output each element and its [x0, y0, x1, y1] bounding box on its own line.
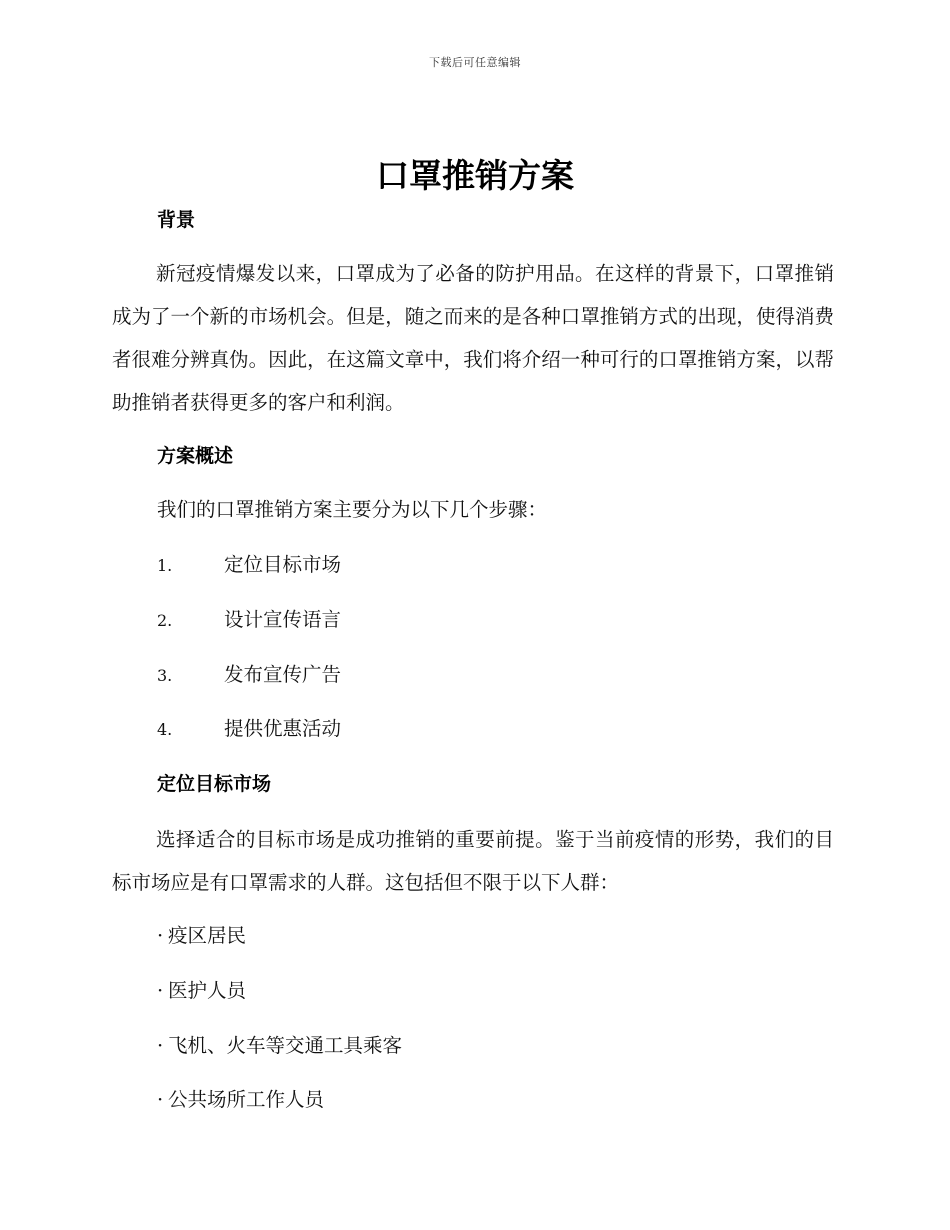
step-text: 设计宣传语言 [224, 608, 342, 631]
page-header-note: 下载后可任意编辑 [429, 56, 521, 69]
list-item [157, 716, 341, 742]
background-paragraph: 新冠疫情爆发以来，口罩成为了必备的防护用品。在这样的背景下，口罩推销成为了一个新的市场机会。但是，随之而来的是各种口罩推销方式的出现，使得消费者很难分辨真伪。因此，在这篇文章中，我们将介绍一种可行的口罩推销方案，以帮助推销者获得更多的客户和利润。 [112, 262, 834, 414]
list-item [157, 923, 246, 949]
list-item [157, 662, 341, 688]
step-number: 3. [157, 666, 173, 685]
target-market-paragraph: 选择适合的目标市场是成功推销的重要前提。鉴于当前疫情的形势，我们的目标市场应是有口罩需求的人群。这包括但不限于以下人群： [112, 828, 834, 894]
bullet-symbol: · [157, 979, 164, 1002]
list-item [157, 1033, 402, 1059]
bullet-text: 公共场所工作人员 [168, 1088, 325, 1111]
bullet-text: 医护人员 [168, 979, 247, 1002]
step-text: 提供优惠活动 [224, 717, 342, 740]
list-item [157, 978, 246, 1004]
bullet-symbol: · [157, 1088, 164, 1111]
bullet-text: 疫区居民 [168, 924, 247, 947]
step-number: 1. [157, 556, 173, 575]
list-item [157, 552, 341, 578]
section-heading-target-market: 定位目标市场 [157, 773, 272, 795]
step-text: 发布宣传广告 [224, 663, 342, 686]
overview-intro: 我们的口罩推销方案主要分为以下几个步骤： [157, 498, 548, 521]
document-title: 口罩推销方案 [376, 156, 574, 195]
section-heading-overview: 方案概述 [157, 445, 234, 467]
bullet-symbol: · [157, 1034, 164, 1057]
list-item [157, 607, 341, 633]
step-text: 定位目标市场 [224, 553, 342, 576]
bullet-text: 飞机、火车等交通工具乘客 [168, 1034, 403, 1057]
step-number: 2. [157, 611, 173, 630]
list-item [157, 1087, 324, 1113]
step-number: 4. [157, 720, 173, 739]
section-heading-background: 背景 [157, 209, 196, 231]
bullet-symbol: · [157, 924, 164, 947]
